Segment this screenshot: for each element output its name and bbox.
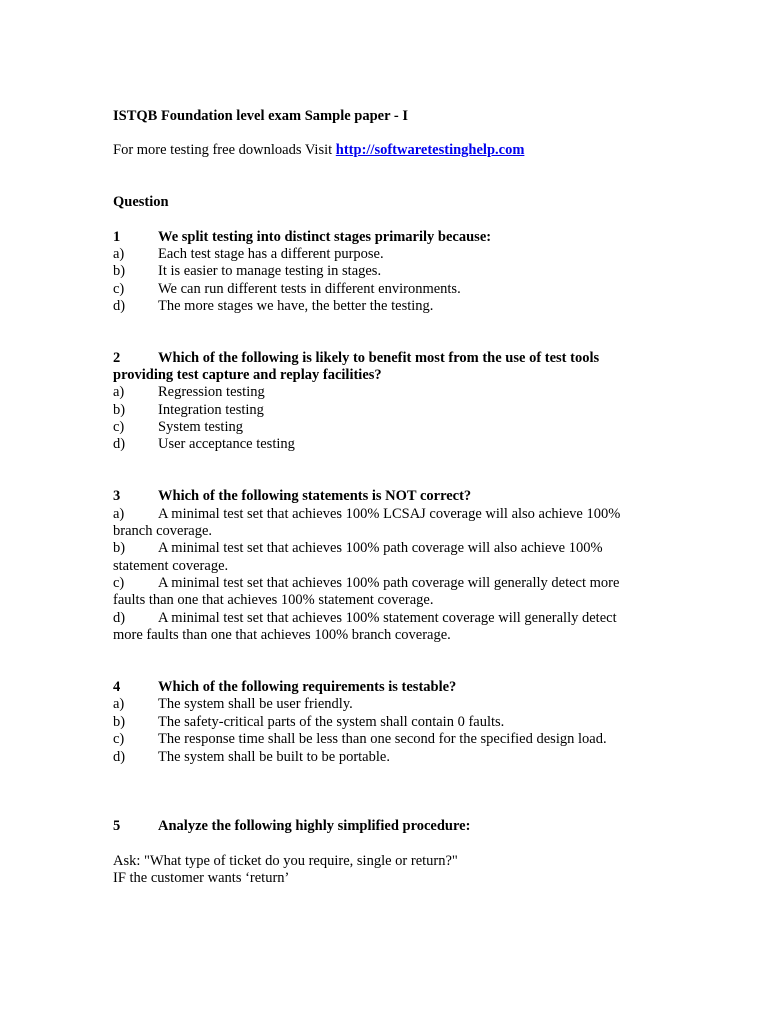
option (113, 714, 504, 731)
option-label: a) (113, 384, 125, 400)
option (113, 540, 603, 557)
option-text: The system shall be built to be portable. (158, 749, 390, 765)
option-text: User acceptance testing (158, 436, 295, 452)
option-label: a) (113, 696, 125, 712)
option-label: d) (113, 298, 126, 314)
option-text: Regression testing (158, 384, 265, 400)
option-label: b) (113, 540, 126, 556)
question-text: Which of the following is likely to benefit most from the use of test tools (158, 350, 600, 366)
option (113, 246, 384, 263)
option-continued: statement coverage. (113, 558, 229, 574)
option (113, 749, 390, 766)
option (113, 575, 619, 592)
question-4-heading (113, 679, 456, 696)
document-title: ISTQB Foundation level exam Sample paper - I (113, 108, 408, 124)
option (113, 281, 461, 298)
option-label: b) (113, 714, 126, 730)
option-label: c) (113, 419, 125, 435)
option-label: d) (113, 436, 126, 452)
option-text: The more stages we have, the better the testing. (158, 298, 434, 314)
option-label: a) (113, 506, 125, 522)
option (113, 696, 353, 713)
question-text: Analyze the following highly simplified procedure: (158, 818, 471, 834)
option-label: d) (113, 749, 126, 765)
option-text: A minimal test set that achieves 100% path coverage will also achieve 100% (158, 540, 603, 556)
intro-text: For more testing free downloads Visit (113, 142, 336, 158)
option (113, 298, 433, 315)
option-text: It is easier to manage testing in stages. (158, 263, 382, 279)
option (113, 402, 264, 419)
section-heading: Question (113, 194, 169, 210)
option (113, 731, 607, 748)
question-text: We split testing into distinct stages primarily because: (158, 229, 492, 245)
option-continued: more faults than one that achieves 100% branch coverage. (113, 627, 451, 643)
question-3-heading (113, 488, 471, 505)
option (113, 419, 243, 436)
question-text-continued: providing test capture and replay facilities? (113, 367, 382, 383)
question-5-heading (113, 818, 470, 835)
option (113, 506, 620, 523)
question-number: 1 (113, 229, 121, 245)
option-text: The system shall be user friendly. (158, 696, 353, 712)
option-label: a) (113, 246, 125, 262)
option-label: c) (113, 575, 125, 591)
option-text: The response time shall be less than one second for the specified design load. (158, 731, 607, 747)
option-text: A minimal test set that achieves 100% path coverage will generally detect more (158, 575, 620, 591)
option-label: b) (113, 402, 126, 418)
question-number: 2 (113, 350, 121, 366)
website-link[interactable]: http://softwaretestinghelp.com (335, 142, 525, 158)
question-number: 3 (113, 488, 121, 504)
procedure-line: Ask: "What type of ticket do you require, single or return?" (113, 853, 458, 869)
question-text: Which of the following statements is NOT correct? (158, 488, 472, 504)
option-text: Integration testing (158, 402, 264, 418)
intro-line (113, 142, 524, 159)
option-continued: branch coverage. (113, 523, 213, 539)
question-number: 4 (113, 679, 121, 695)
option-text: A minimal test set that achieves 100% LCSAJ coverage will also achieve 100% (158, 506, 621, 522)
question-number: 5 (113, 818, 121, 834)
option-text: System testing (158, 419, 243, 435)
option (113, 436, 295, 453)
option (113, 263, 381, 280)
procedure-line: IF the customer wants ‘return’ (113, 870, 290, 886)
option-text: A minimal test set that achieves 100% statement coverage will generally detect (158, 610, 617, 626)
question-2-heading (113, 350, 599, 367)
option (113, 610, 617, 627)
question-1-heading (113, 229, 491, 246)
question-text: Which of the following requirements is testable? (158, 679, 457, 695)
option (113, 384, 265, 401)
option-label: c) (113, 281, 125, 297)
option-text: Each test stage has a different purpose. (158, 246, 384, 262)
option-text: The safety-critical parts of the system shall contain 0 faults. (158, 714, 505, 730)
option-label: d) (113, 610, 126, 626)
option-label: b) (113, 263, 126, 279)
option-text: We can run different tests in different environments. (158, 281, 461, 297)
option-label: c) (113, 731, 125, 747)
option-continued: faults than one that achieves 100% statement coverage. (113, 592, 434, 608)
